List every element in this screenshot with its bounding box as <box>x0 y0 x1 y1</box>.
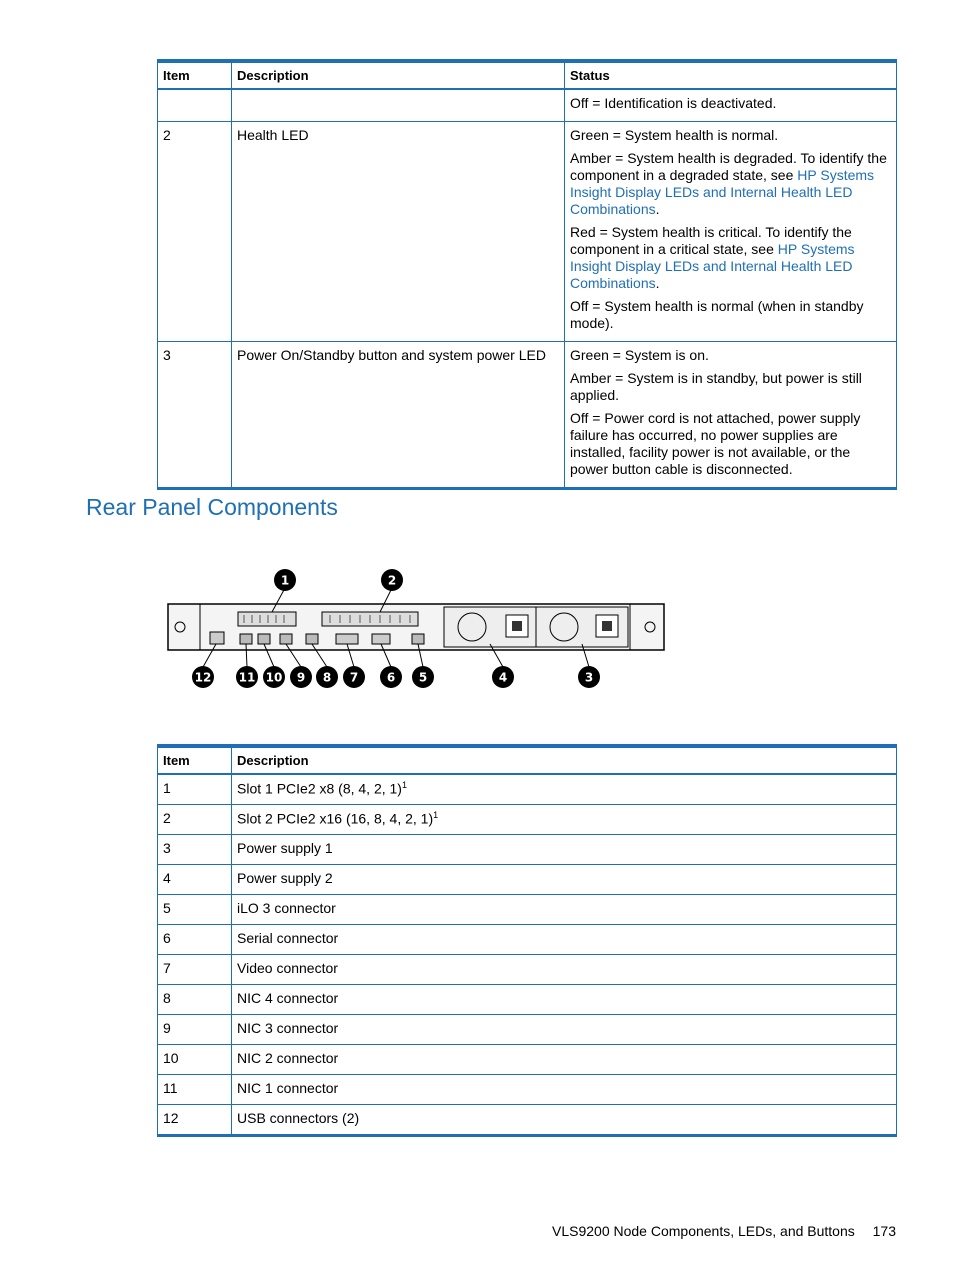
status-line: Off = Identification is deactivated. <box>570 95 777 111</box>
footnote-ref[interactable]: 1 <box>401 780 407 790</box>
callout-label: 5 <box>418 670 428 685</box>
page-number: 173 <box>872 1223 896 1239</box>
footer-title: VLS9200 Node Components, LEDs, and Buttons <box>552 1223 855 1239</box>
description-cell: iLO 3 connector <box>232 895 897 925</box>
description-cell: NIC 2 connector <box>232 1045 897 1075</box>
nic1-port <box>240 634 252 644</box>
table-row <box>158 342 897 489</box>
callout-label: 10 <box>265 670 283 685</box>
item-cell: 7 <box>158 955 232 985</box>
table-row <box>158 805 897 835</box>
table-row <box>158 925 897 955</box>
nic3-port <box>280 634 292 644</box>
status-table <box>157 59 897 490</box>
item-cell: 5 <box>158 895 232 925</box>
item-cell: 4 <box>158 865 232 895</box>
description-cell: Slot 2 PCIe2 x16 (16, 8, 4, 2, 1)$^1$ <box>232 805 897 835</box>
header-status: Status <box>565 61 897 89</box>
rear-panel-table <box>157 744 897 1137</box>
footnote-ref[interactable]: 1 <box>433 810 439 820</box>
table-row <box>158 774 897 805</box>
description-cell: NIC 4 connector <box>232 985 897 1015</box>
table-row <box>158 1075 897 1105</box>
item-cell: 12 <box>158 1105 232 1136</box>
callout-label: 8 <box>322 670 332 685</box>
table-row <box>158 1015 897 1045</box>
header-item: Item <box>158 61 232 89</box>
callout-label: 4 <box>498 670 508 685</box>
description-cell: NIC 1 connector <box>232 1075 897 1105</box>
callout-label: 12 <box>194 670 212 685</box>
description-cell: Health LED <box>232 122 565 342</box>
item-cell: 10 <box>158 1045 232 1075</box>
description-cell: Video connector <box>232 955 897 985</box>
item-cell: 3 <box>158 835 232 865</box>
table-row <box>158 89 897 122</box>
item-cell: 1 <box>158 774 232 805</box>
status-cell <box>565 89 897 122</box>
description-cell: Slot 1 PCIe2 x8 (8, 4, 2, 1)$^1$ <box>232 774 897 805</box>
description-cell: Power supply 1 <box>232 835 897 865</box>
header-item: Item <box>158 746 232 774</box>
section-heading: Rear Panel Components <box>86 494 338 520</box>
table-row <box>158 985 897 1015</box>
usb-ports <box>210 632 224 644</box>
status-line: Green = System is on. <box>570 347 709 363</box>
description-cell: Serial connector <box>232 925 897 955</box>
callout-label: 9 <box>296 670 306 685</box>
item-cell: 11 <box>158 1075 232 1105</box>
item-cell <box>158 89 232 122</box>
serial-port <box>372 634 390 644</box>
callout-label: 6 <box>386 670 396 685</box>
description-cell: NIC 3 connector <box>232 1015 897 1045</box>
header-description: Description <box>232 61 565 89</box>
status-line: Off = System health is normal (when in standby mode). <box>570 298 864 331</box>
status-line: Amber = System is in standby, but power is still applied. <box>570 370 862 403</box>
video-port <box>336 634 358 644</box>
callout-label: 2 <box>387 573 397 588</box>
status-line: Amber = System health is degraded. To identify the component in a degraded state, see HP Systems Insight Display LEDs and Internal Health LED Combinations. <box>570 150 887 217</box>
rear-panel-figure <box>160 560 680 700</box>
status-line: Off = Power cord is not attached, power supply failure has occurred, no power supplies are installed, facility power is not available, or the power button cable is disconnected. <box>570 410 861 477</box>
status-line: Red = System health is critical. To identify the component in a critical state, see HP Systems Insight Display LEDs and Internal Health LED Combinations. <box>570 224 855 291</box>
cross-reference-link[interactable]: HP Systems Insight Display LEDs and Internal Health LED Combinations <box>570 241 855 291</box>
nic2-port <box>258 634 270 644</box>
table-row <box>158 1045 897 1075</box>
status-cell <box>565 342 897 489</box>
callout-label: 1 <box>280 573 290 588</box>
item-cell: 2 <box>158 805 232 835</box>
table-row <box>158 122 897 342</box>
description-cell: Power On/Standby button and system power LED <box>232 342 565 489</box>
table-row <box>158 835 897 865</box>
callout-label: 11 <box>238 670 256 685</box>
item-cell: 9 <box>158 1015 232 1045</box>
table-row <box>158 865 897 895</box>
table-row <box>158 1105 897 1136</box>
table-row <box>158 955 897 985</box>
item-cell: 8 <box>158 985 232 1015</box>
item-cell: 3 <box>158 342 232 489</box>
ilo-port <box>412 634 424 644</box>
description-cell: USB connectors (2) <box>232 1105 897 1136</box>
status-cell <box>565 122 897 342</box>
page-footer <box>538 1223 896 1239</box>
status-line: Green = System health is normal. <box>570 127 779 143</box>
callout-label: 7 <box>349 670 359 685</box>
item-cell: 2 <box>158 122 232 342</box>
item-cell: 6 <box>158 925 232 955</box>
header-description: Description <box>232 746 897 774</box>
description-cell: Power supply 2 <box>232 865 897 895</box>
nic4-port <box>306 634 318 644</box>
table-row <box>158 895 897 925</box>
description-cell <box>232 89 565 122</box>
pcie-slot-1 <box>238 612 296 626</box>
callout-label: 3 <box>584 670 594 685</box>
cross-reference-link[interactable]: HP Systems Insight Display LEDs and Internal Health LED Combinations <box>570 167 875 217</box>
